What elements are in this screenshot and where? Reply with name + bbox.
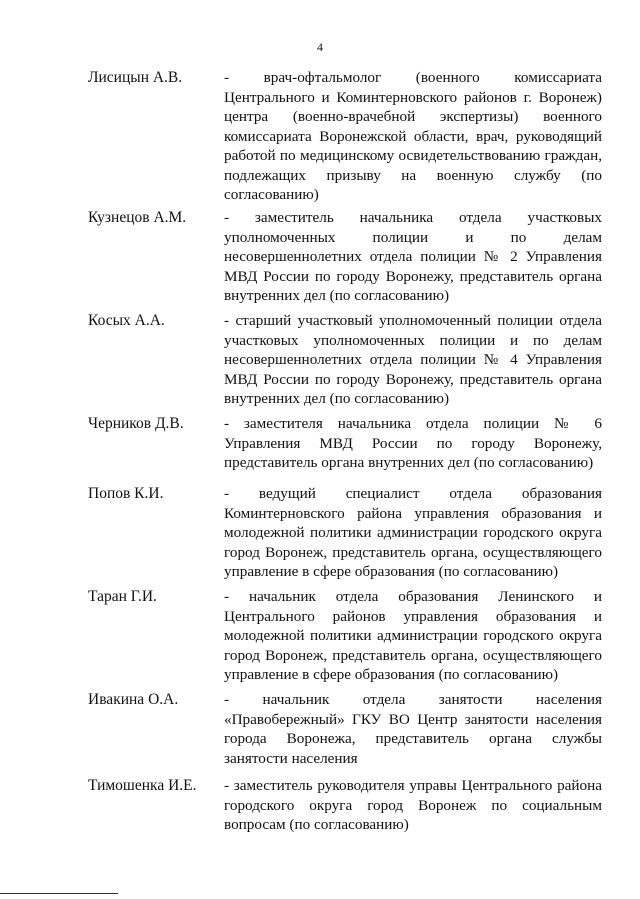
footer-divider bbox=[0, 893, 118, 894]
person-name: Ивакина О.А. bbox=[88, 691, 179, 708]
person-role: - заместитель начальника отдела участковых уполномоченных полиции и по делам несовершеннолетних отдела полиции № 2 Управления МВД России по городу Воронежу, представитель органа внутренних дел (по согласованию) bbox=[224, 209, 602, 304]
page-number: 4 bbox=[317, 40, 323, 54]
person-name: Лисицын А.В. bbox=[88, 69, 183, 86]
person-name: Таран Г.И. bbox=[88, 588, 157, 605]
person-role: - начальник отдела образования Ленинского и Центрального районов управления образования и молодежной политики администрации городского округа город Воронеж, представитель органа, осуществляющего управление в сфере образования (по согласованию) bbox=[224, 588, 602, 683]
person-name: Кузнецов А.М. bbox=[88, 209, 187, 226]
person-name: Попов К.И. bbox=[88, 485, 164, 502]
person-name: Черников Д.В. bbox=[88, 415, 184, 432]
person-role: - ведущий специалист отдела образования Коминтерновского района управления образования и молодежной политики администрации городского округа город Воронеж, представитель органа, осуществляющего управление в сфере образования (по согласованию) bbox=[224, 485, 602, 580]
person-role: - заместителя начальника отдела полиции № 6 Управления МВД России по городу Воронежу, представитель органа внутренних дел (по согласованию) bbox=[224, 415, 602, 471]
person-role: - врач-офтальмолог (военного комиссариата Центрального и Коминтерновского районов г. Воронеж) центра (военно-врачебной экспертизы) военного комиссариата Воронежской области, врач, руководящий работой по медицинскому освидетельствованию граждан, подлежащих призыву на военную службу (по согласованию) bbox=[224, 69, 602, 203]
person-name: Косых А.А. bbox=[88, 312, 165, 329]
person-name: Тимошенка И.Е. bbox=[88, 777, 197, 794]
person-role: - заместитель руководителя управы Центрального района городского округа город Воронеж по социальным вопросам (по согласованию) bbox=[224, 777, 602, 833]
person-role: - старший участковый уполномоченный полиции отдела участковых уполномоченных полиции и по делам несовершеннолетних отдела полиции № 4 Управления МВД России по городу Воронежу, представитель органа внутренних дел (по согласованию) bbox=[224, 312, 602, 407]
person-role: - начальник отдела занятости населения «Правобережный» ГКУ ВО Центр занятости населения города Воронежа, представитель органа службы занятости населения bbox=[224, 691, 602, 767]
